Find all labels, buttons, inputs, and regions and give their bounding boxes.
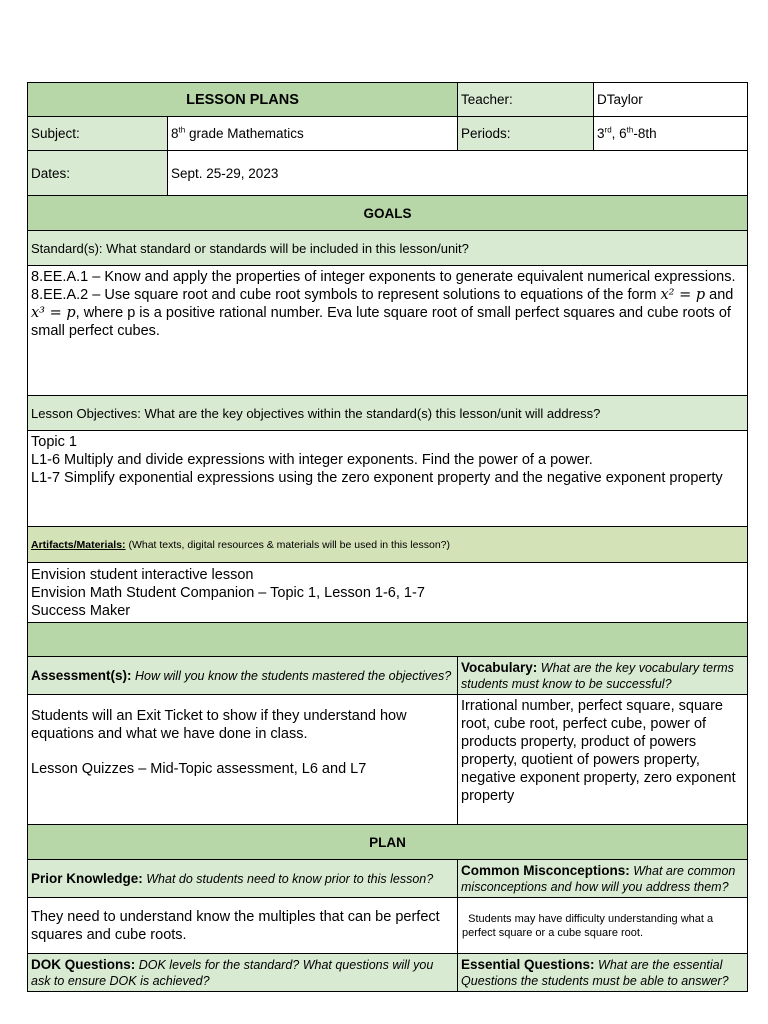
periods-value: 3rd, 6th-8th (594, 117, 748, 151)
plan-heading: PLAN (28, 825, 748, 860)
material-item: Success Maker (31, 602, 131, 619)
lesson-plans-title: LESSON PLANS (28, 83, 458, 117)
material-item: Envision student interactive lesson (31, 566, 254, 583)
spacer-band (28, 623, 748, 657)
dates-value: Sept. 25-29, 2023 (168, 151, 748, 196)
misconceptions-text: Students may have difficulty understanding what a perfect square or a cube square root. (458, 898, 748, 954)
teacher-value: DTaylor (594, 83, 748, 117)
materials-text (28, 563, 748, 623)
standard-8ee-a1: 8.EE.A.1 – Know and apply the properties of integer exponents to generate equivalent numerical expressions. (31, 269, 736, 285)
objective-topic: Topic 1 (31, 434, 77, 450)
standards-prompt: Standard(s): What standard or standards will be included in this lesson/unit? (28, 231, 748, 266)
essential-questions-prompt: Essential Questions: What are the essential Questions the students must be able to answer? (458, 954, 748, 992)
objectives-text (28, 431, 748, 527)
vocabulary-prompt: Vocabulary: What are the key vocabulary terms students must know to be successful? (458, 657, 748, 695)
subject-label: Subject: (28, 117, 168, 151)
vocabulary-text: Irrational number, perfect square, square root, cube root, perfect cube, power of products property, product of powers property, quotient of powers property, negative exponent property, zero exponent property (458, 695, 748, 825)
goals-heading: GOALS (28, 196, 748, 231)
objectives-prompt: Lesson Objectives: What are the key objectives within the standard(s) this lesson/unit will address? (28, 396, 748, 431)
subject-value: 8th grade Mathematics (168, 117, 458, 151)
teacher-label: Teacher: (458, 83, 594, 117)
dok-questions-prompt: DOK Questions: DOK levels for the standard? What questions will you ask to ensure DOK is achieved? (28, 954, 458, 992)
assessment-text: Students will an Exit Ticket to show if they understand how equations and what we have done in class. Lesson Quizzes – Mid-Topic assessment, L6 and L7 (28, 695, 458, 825)
standards-text (28, 266, 748, 396)
assessment-prompt: Assessment(s): How will you know the students mastered the objectives? (28, 657, 458, 695)
prior-knowledge-text: They need to understand know the multiples that can be perfect squares and cube roots. (28, 898, 458, 954)
prior-knowledge-prompt: Prior Knowledge: What do students need to know prior to this lesson? (28, 860, 458, 898)
materials-prompt: Artifacts/Materials: (What texts, digital resources & materials will be used in this lesson?) (28, 527, 748, 563)
lesson-plan-table (27, 82, 748, 992)
misconceptions-prompt: Common Misconceptions: What are common misconceptions and how will you address them? (458, 860, 748, 898)
objective-l1-7: L1-7 Simplify exponential expressions using the zero exponent property and the negative exponent property (31, 470, 723, 486)
dates-label: Dates: (28, 151, 168, 196)
objective-l1-6: L1-6 Multiply and divide expressions with integer exponents. Find the power of a power. (31, 452, 593, 468)
periods-label: Periods: (458, 117, 594, 151)
standard-8ee-a2: 8.EE.A.2 – Use square root and cube root symbols to represent solutions to equations of the form x² = p and x³ = p, where p is a positive rational number. Eva lute square root of small perfect squares and cube roots of small perfect cubes. (31, 287, 734, 339)
material-item: Envision Math Student Companion – Topic 1, Lesson 1-6, 1-7 (31, 584, 425, 601)
